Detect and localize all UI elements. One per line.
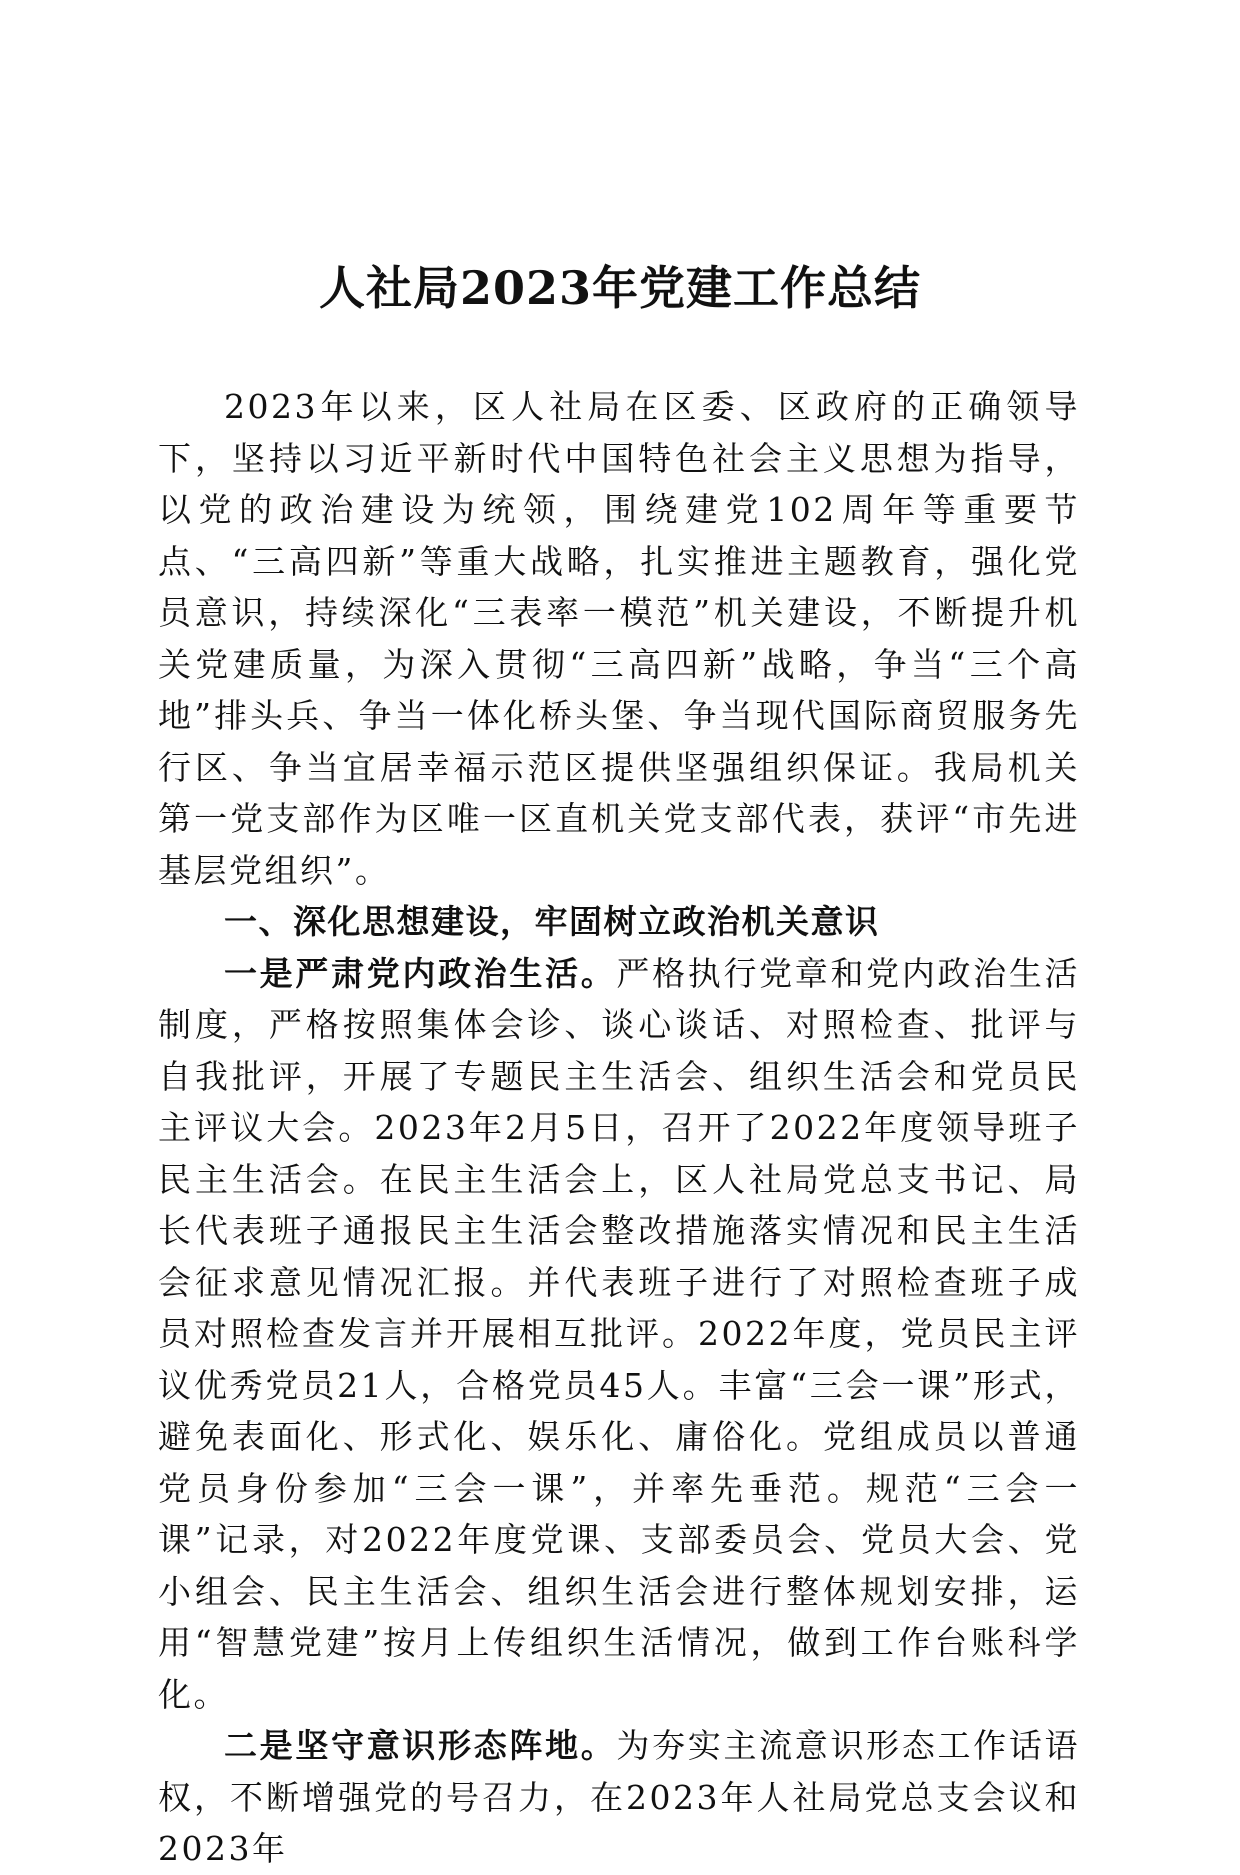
paragraph-text: 严格执行党章和党内政治生活制度，严格按照集体会诊、谈心谈话、对照检查、批评与自我批评，开展了专题民主生活会、组织生活会和党员民主评议大会。2023年2月5日，召开了2022年度领导班子民主生活会。在民主生活会上，区人社局党总支书记、局长代表班子通报民主生活会整改措施落实情况和民主生活会征求意见情况汇报。并代表班子进行了对照检查班子成员对照检查发言并开展相互批评。2022年度，党员民主评议优秀党员21人，合格党员45人。丰富“三会一课”形式，避免表面化、形式化、娱乐化、庸俗化。党组成员以普通党员身份参加“三会一课”，并率先垂范。规范“三会一课”记录，对2022年度党课、支部委员会、党员大会、党小组会、民主生活会、组织生活会进行整体规划安排，运用“智慧党建”按月上传组织生活情况，做到工作台账科学化。: [158, 953, 1081, 1714]
paragraph-lead: 二是坚守意识形态阵地。: [224, 1726, 617, 1765]
body-paragraph: [158, 1720, 1080, 1875]
paragraph-text: 为夯实主流意识形态工作话语权，不断增强党的号召力，在2023年人社局党总支会议和2023年: [158, 1726, 1081, 1868]
body-paragraph: [158, 948, 1080, 1721]
section-heading: 一、深化思想建设，牢固树立政治机关意识: [224, 902, 880, 941]
intro-paragraph: 2023年以来，区人社局在区委、区政府的正确领导下，坚持以习近平新时代中国特色社会主义思想为指导，以党的政治建设为统领，围绕建党102周年等重要节点、“三高四新”等重大战略，扎实推进主题教育，强化党员意识，持续深化“三表率一模范”机关建设，不断提升机关党建质量，为深入贯彻“三高四新”战略，争当“三个高地”排头兵、争当一体化桥头堡、争当现代国际商贸服务先行区、争当宜居幸福示范区提供坚强组织保证。我局机关第一党支部作为区唯一区直机关党支部代表，获评“市先进基层党组织”。: [158, 387, 1080, 890]
document-body: [158, 381, 1080, 1875]
document-title: 人社局2023年党建工作总结: [318, 261, 922, 315]
paragraph-lead: 一是严肃党内政治生活。: [224, 953, 617, 993]
